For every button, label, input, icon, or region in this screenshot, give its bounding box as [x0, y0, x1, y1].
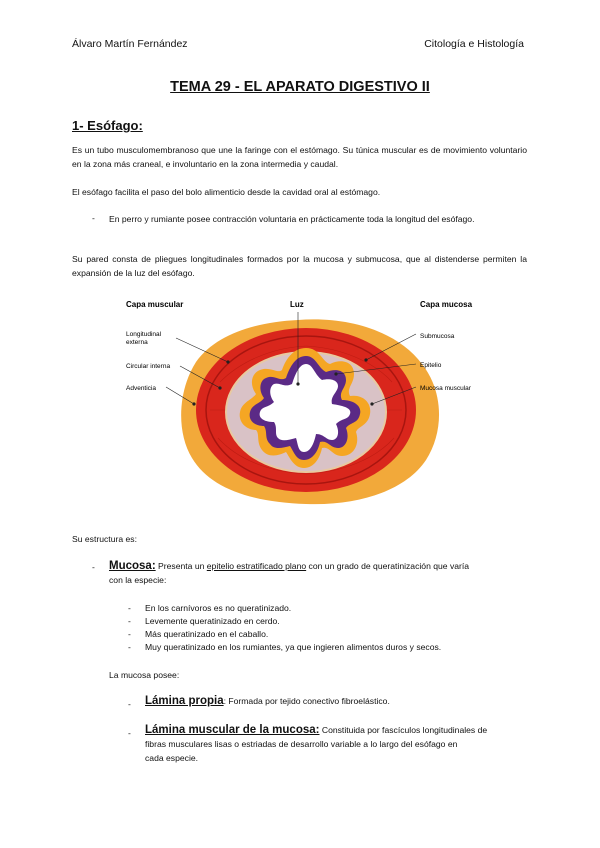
label-luz: Luz: [290, 300, 304, 309]
label-submucosa: Submucosa: [420, 333, 455, 340]
label-capa-muscular: Capa muscular: [126, 300, 184, 309]
section-heading: 1- Esófago:: [72, 118, 143, 133]
label-epitelio: Epitelio: [420, 362, 442, 369]
list-dash: -: [128, 728, 131, 738]
lamina-muscular-line2: fibras musculares lisas o estriadas de desarrollo variable a lo largo del esófago en: [145, 739, 458, 749]
list-dash: -: [128, 616, 131, 626]
mucosa-text-line2: con la especie:: [109, 575, 167, 585]
lamina-propia-term: Lámina propia: [145, 695, 224, 707]
list-dash: -: [128, 699, 131, 709]
lamina-muscular-line1: Constituida por fascículos longitudinales de: [319, 725, 488, 735]
list-item: Más queratinizado en el caballo.: [145, 629, 269, 639]
mucosa-posee: La mucosa posee:: [109, 670, 180, 680]
lamina-muscular-line3: cada especie.: [145, 753, 199, 763]
bullet-dash: -: [92, 562, 95, 572]
paragraph-function: El esófago facilita el paso del bolo alimenticio desde la cavidad oral al estómago.: [72, 187, 381, 197]
list-item: En los carnívoros es no queratinizado.: [145, 603, 292, 613]
paragraph-intro: Es un tubo musculomembranoso que une la faringe con el estómago. Su túnica muscular es de movimiento voluntario en la zona más craneal, e involuntario en la zona intermedia y caudal.: [72, 145, 527, 169]
bullet-dash: -: [92, 213, 95, 223]
lamina-muscular-term: Lámina muscular de la mucosa:: [145, 724, 320, 736]
label-capa-mucosa: Capa mucosa: [420, 300, 473, 309]
mucosa-epithelium-link: epitelio estratificado plano: [206, 561, 307, 571]
header-author: Álvaro Martín Fernández: [72, 38, 188, 50]
mucosa-text-after: con un grado de queratinización que varía: [306, 561, 470, 571]
label-adventicia: Adventicia: [126, 385, 156, 392]
list-item: Levemente queratinizado en cerdo.: [145, 616, 280, 626]
mucosa-text-before: Presenta un: [155, 561, 207, 571]
bullet-species: En perro y rumiante posee contracción voluntaria en prácticamente toda la longitud del esófago.: [109, 214, 475, 224]
lamina-muscular-item: [145, 723, 520, 765]
header-subject: Citología e Histología: [424, 38, 524, 50]
mucosa-paragraph: [109, 559, 529, 587]
label-mucosa-muscular: Mucosa muscular: [420, 385, 471, 392]
lamina-propia-text: : Formada por tejido conectivo fibroelástico.: [223, 696, 390, 706]
mucosa-term: Mucosa:: [109, 560, 156, 572]
list-dash: -: [128, 629, 131, 639]
label-circular-interna: Circular interna: [126, 363, 171, 370]
esophagus-cross-section-figure: [110, 292, 500, 522]
paragraph-structure: Su estructura es:: [72, 534, 137, 544]
list-item: Muy queratinizado en los rumiantes, ya que ingieren alimentos duros y secos.: [145, 642, 442, 652]
page-title: TEMA 29 - EL APARATO DIGESTIVO II: [170, 79, 430, 95]
list-dash: -: [128, 642, 131, 652]
list-dash: -: [128, 603, 131, 613]
paragraph-wall: Su pared consta de pliegues longitudinales formados por la mucosa y submucosa, que al distenderse permiten la expansión de la luz del esófago.: [72, 254, 527, 278]
label-longitudinal-externa: Longitudinal externa: [126, 331, 162, 346]
lamina-propia-item: [145, 695, 390, 707]
